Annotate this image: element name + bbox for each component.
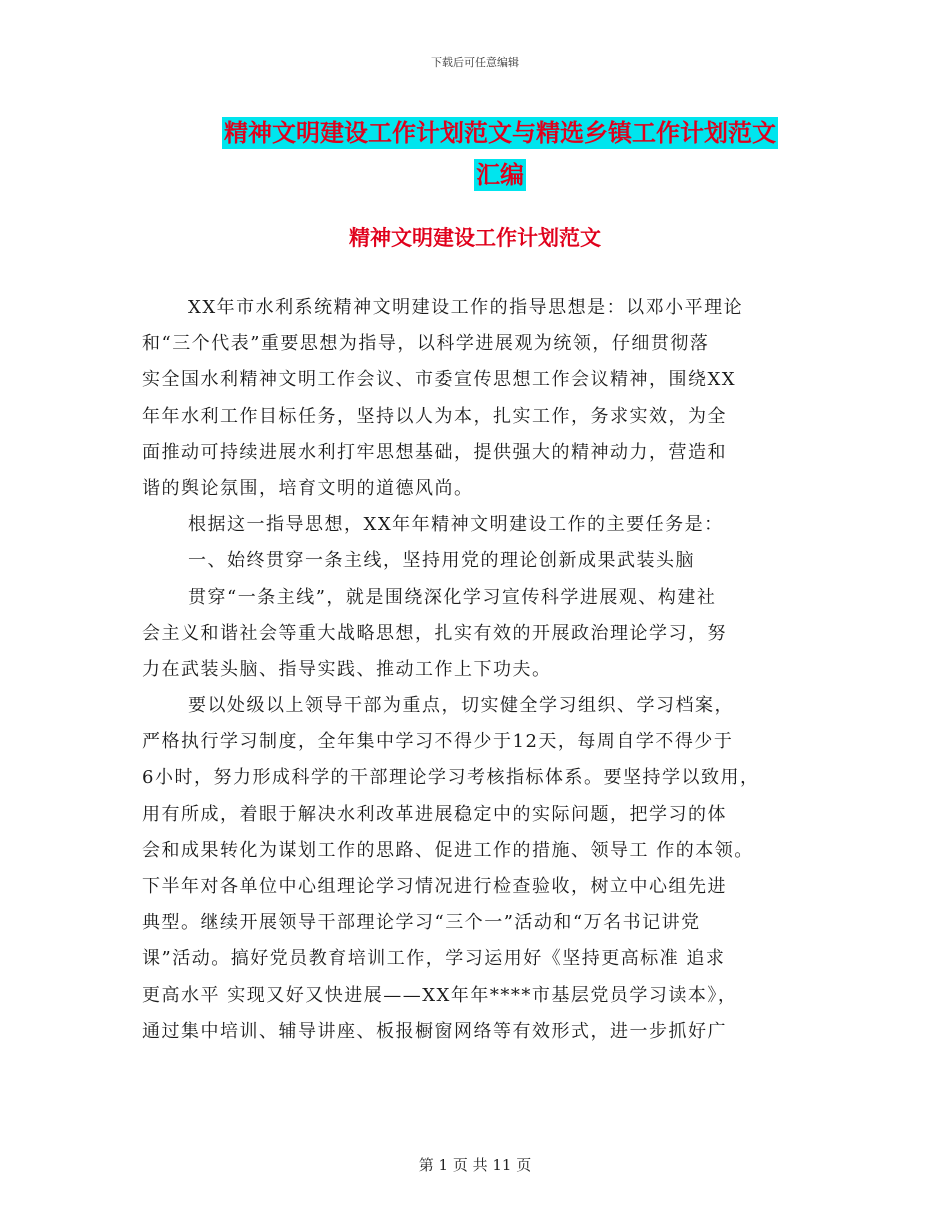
text-line: 下半年对各单位中心组理论学习情况进行检查验收，树立中心组先进 bbox=[142, 876, 727, 897]
text-line: 严格执行学习制度，全年集中学习不得少于12天，每周自学不得少于 bbox=[142, 731, 734, 753]
page-footer: 第 1 页 共 11 页 bbox=[418, 1156, 532, 1174]
text-line: 6小时，努力形成科学的干部理论学习考核指标体系。要坚持学以致用， bbox=[142, 767, 760, 789]
text-line: 更高水平 实现又好又快进展——XX年年****市基层党员学习读本》， bbox=[142, 984, 738, 1006]
text-line: 用有所成，着眼于解决水利改革进展稳定中的实际问题，把学习的体 bbox=[142, 803, 727, 825]
text-line: XX年市水利系统精神文明建设工作的指导思想是：以邓小平理论 bbox=[188, 297, 744, 318]
text-line: 典型。继续开展领导干部理论学习“三个一”活动和“万名书记讲党 bbox=[142, 912, 701, 934]
text-line: 力在武装头脑、指导实践、推动工作上下功夫。 bbox=[142, 658, 552, 680]
document-title bbox=[150, 112, 850, 196]
text-line: 会主义和谐社会等重大战略思想，扎实有效的开展政治理论学习，努 bbox=[142, 622, 727, 644]
text-line: 年年水利工作目标任务，坚持以人为本，扎实工作，务求实效，为全 bbox=[142, 405, 727, 427]
text-line: 一、始终贯穿一条主线，坚持用党的理论创新成果武装头脑 bbox=[188, 550, 695, 572]
text-line: 面推动可持续进展水利打牢思想基础，提供强大的精神动力，营造和 bbox=[142, 441, 727, 463]
text-line: 要以处级以上领导干部为重点，切实健全学习组织、学习档案， bbox=[188, 695, 734, 717]
text-line: 和“三个代表”重要思想为指导，以科学进展观为统领，仔细贯彻落 bbox=[142, 333, 710, 355]
text-line: 贯穿“一条主线”，就是围绕深化学习宣传科学进展观、构建社 bbox=[188, 586, 717, 608]
text-line: 实全国水利精神文明工作会议、市委宣传思想工作会议精神，围绕XX bbox=[142, 369, 737, 391]
text-line: 会和成果转化为谋划工作的思路、促进工作的措施、领导工 作的本领。 bbox=[142, 839, 754, 861]
text-line: 谐的舆论氛围，培育文明的道德风尚。 bbox=[142, 477, 474, 499]
body-text bbox=[142, 290, 832, 1050]
section-title: 精神文明建设工作计划范文 bbox=[349, 226, 601, 250]
text-line: 通过集中培训、辅导讲座、板报橱窗网络等有效形式，进一步抓好广 bbox=[142, 1020, 727, 1042]
document-title-line2: 汇编 bbox=[476, 161, 524, 189]
header-note: 下载后可任意编辑 bbox=[431, 56, 519, 69]
document-title-line1: 精神文明建设工作计划范文与精选乡镇工作计划范文 bbox=[224, 119, 776, 147]
text-line: 根据这一指导思想，XX年年精神文明建设工作的主要任务是： bbox=[188, 514, 724, 536]
text-line: 课”活动。搞好党员教育培训工作，学习运用好《坚持更高标准 追求 bbox=[142, 948, 726, 970]
